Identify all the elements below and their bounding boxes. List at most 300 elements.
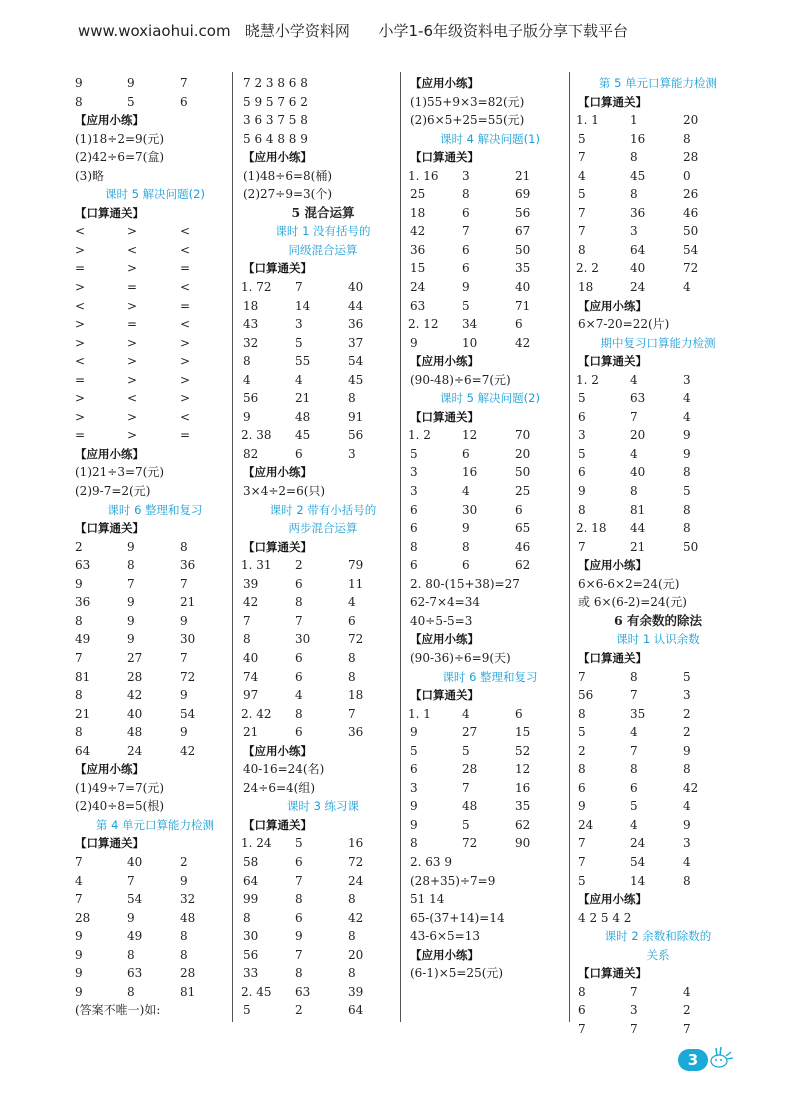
answer-cell: 4	[683, 854, 691, 869]
answer-cell: 0	[683, 168, 691, 183]
answer-cell: 3	[410, 484, 418, 499]
answer-cell: 6	[348, 613, 356, 628]
answer-cell: 74	[243, 669, 259, 684]
answer-row	[75, 259, 235, 278]
answer-row	[75, 612, 235, 631]
answer-line: 7 2 3 8 6 8	[243, 76, 308, 90]
answer-line: 5 6 4 8 8 9	[243, 131, 308, 146]
answer-cell: 81	[75, 669, 91, 684]
answer-cell: 15	[515, 725, 531, 740]
answer-row	[578, 1001, 738, 1020]
answer-row	[578, 983, 738, 1002]
answer-cell: 36	[180, 558, 196, 573]
answer-cell: 2	[180, 854, 188, 869]
answer-line: (90-48)÷6=7(元)	[410, 372, 511, 387]
answer-cell: 32	[180, 892, 196, 907]
answer-cell: 5	[410, 743, 418, 758]
answer-line: (3)略	[75, 168, 104, 183]
section-heading: 【应用小练】	[410, 632, 479, 647]
answer-line: (答案不唯一)如:	[75, 1003, 161, 1018]
answer-cell: 9	[127, 910, 135, 925]
answer-cell: <	[180, 317, 191, 332]
answer-line: (90-36)÷6=9(天)	[410, 650, 511, 665]
answer-cell: 20	[630, 428, 646, 443]
answer-row	[75, 334, 235, 353]
answer-cell: 8	[410, 539, 418, 554]
answer-cell: 8	[578, 984, 586, 999]
answer-cell: 63	[295, 984, 311, 999]
answer-cell: 40	[127, 706, 143, 721]
answer-cell: 63	[127, 966, 143, 981]
answer-cell: 69	[515, 187, 531, 202]
answer-cell: 7	[578, 539, 586, 554]
answer-row	[243, 315, 403, 334]
answer-row	[578, 148, 738, 167]
answer-row	[75, 371, 235, 390]
answer-row	[410, 463, 570, 482]
answer-cell: 35	[630, 706, 646, 721]
answer-row	[243, 556, 403, 575]
answer-row	[243, 909, 403, 928]
section-heading: 【口算通关】	[410, 409, 479, 424]
answer-row	[578, 222, 738, 241]
answer-cell: 7	[630, 743, 638, 758]
answer-cell: 56	[243, 947, 259, 962]
chapter-title: 5 混合运算	[291, 204, 355, 220]
answer-cell: 8	[683, 762, 691, 777]
answer-cell: 72	[348, 854, 364, 869]
lesson-title: 课时 6 整理和复习	[107, 502, 203, 517]
answer-cell: 3	[410, 465, 418, 480]
answer-cell: 4	[462, 706, 470, 721]
section-heading: 【应用小练】	[75, 762, 144, 777]
answer-cell: 42	[410, 224, 426, 239]
answer-cell: 8	[462, 539, 470, 554]
lesson-title: 期中复习口算能力检测	[600, 335, 716, 350]
answer-cell: 4	[243, 372, 251, 387]
answer-cell: 6	[578, 465, 586, 480]
answer-row	[243, 445, 403, 464]
answer-row	[75, 890, 235, 909]
answer-cell: 7	[578, 1021, 586, 1036]
answer-row	[578, 111, 738, 130]
answer-cell: 8	[683, 873, 691, 888]
answer-line: 3×4÷2=6(只)	[243, 484, 326, 499]
answer-row	[243, 686, 403, 705]
answer-cell: 8	[578, 502, 586, 517]
answer-cell: 45	[630, 168, 646, 183]
answer-cell: 9	[75, 966, 83, 981]
answer-cell: 16	[630, 131, 646, 146]
answer-cell: 8	[683, 521, 691, 536]
answer-cell: 9	[75, 947, 83, 962]
answer-cell: 8	[243, 632, 251, 647]
answer-cell: 64	[243, 873, 259, 888]
section-heading: 【口算通关】	[410, 150, 479, 165]
answer-row	[243, 593, 403, 612]
answer-cell: 6	[578, 1003, 586, 1018]
answer-cell: 48	[295, 409, 311, 424]
lesson-title: 第 5 单元口算能力检测	[598, 76, 718, 90]
answer-row	[578, 445, 738, 464]
answer-row	[410, 797, 570, 816]
answer-cell: 9	[127, 632, 135, 647]
answer-row	[243, 872, 403, 891]
answer-cell: 7	[243, 613, 251, 628]
answer-cell: 56	[515, 205, 531, 220]
answer-cell: 6	[515, 317, 523, 332]
section-heading: 【应用小练】	[243, 743, 312, 758]
answer-row	[243, 408, 403, 427]
answer-row	[75, 93, 235, 112]
answer-cell: 36	[630, 205, 646, 220]
answer-cell: 8	[683, 131, 691, 146]
answer-cell: 42	[683, 780, 699, 795]
answer-cell: 8	[348, 892, 356, 907]
answer-cell: 4	[630, 725, 638, 740]
answer-cell: 9	[462, 521, 470, 536]
answer-row	[410, 222, 570, 241]
answer-row	[410, 742, 570, 761]
answer-cell: 6	[462, 261, 470, 276]
answer-row	[578, 538, 738, 557]
answer-row	[75, 408, 235, 427]
answer-cell: 54	[180, 706, 196, 721]
answer-row	[243, 630, 403, 649]
answer-cell: 81	[180, 984, 196, 999]
answer-cell: 8	[683, 502, 691, 517]
answer-cell: 9	[295, 929, 303, 944]
answer-line: 43-6×5=13	[410, 929, 480, 944]
answer-cell: 49	[75, 632, 91, 647]
answer-row	[410, 259, 570, 278]
answer-cell: 70	[515, 428, 531, 443]
answer-row	[243, 426, 403, 445]
answer-row	[578, 816, 738, 835]
answer-cell: 62	[515, 558, 531, 573]
answer-cell: 8	[462, 187, 470, 202]
answer-cell: 5	[578, 446, 586, 461]
answer-cell: 4	[578, 168, 586, 183]
answer-row	[243, 668, 403, 687]
answer-cell: 40	[515, 280, 531, 295]
answer-row	[75, 389, 235, 408]
answer-cell: 5	[462, 817, 470, 832]
answer-cell: 79	[348, 558, 364, 573]
answer-cell: <	[180, 409, 191, 424]
answer-cell: >	[180, 372, 191, 387]
section-heading: 【应用小练】	[578, 892, 647, 907]
answer-cell: 4	[348, 595, 356, 610]
answer-row	[578, 779, 738, 798]
answer-row	[578, 185, 738, 204]
answer-row	[75, 297, 235, 316]
answer-row	[578, 389, 738, 408]
answer-row	[75, 946, 235, 965]
answer-row	[75, 742, 235, 761]
answer-cell: 25	[410, 187, 426, 202]
answer-cell: 7	[578, 854, 586, 869]
answer-cell: 6	[180, 94, 188, 109]
answer-cell: 14	[630, 873, 646, 888]
answer-cell: 24	[630, 280, 646, 295]
answer-row	[75, 705, 235, 724]
lesson-title: 课时 6 整理和复习	[442, 669, 538, 684]
answer-row	[410, 834, 570, 853]
answer-line: (2)27÷9=3(个)	[243, 187, 333, 202]
answer-row	[75, 872, 235, 891]
answer-row	[410, 779, 570, 798]
answer-row	[243, 890, 403, 909]
answer-cell: =	[75, 428, 86, 443]
answer-row	[243, 834, 403, 853]
lesson-title: 两步混合运算	[288, 521, 358, 536]
answer-cell: 9	[578, 799, 586, 814]
answer-cell: 6	[462, 205, 470, 220]
lesson-title: 课时 5 解决问题(2)	[440, 391, 540, 406]
answer-cell: 36	[75, 595, 91, 610]
answer-cell: 6	[515, 706, 523, 721]
answer-cell: 9	[180, 613, 188, 628]
answer-cell: >	[75, 317, 86, 332]
answer-cell: 8	[295, 892, 303, 907]
answer-cell: 5	[295, 836, 303, 851]
answer-cell: 3	[462, 168, 470, 183]
answer-cell: 4	[630, 372, 638, 387]
answer-row	[578, 519, 738, 538]
answer-row	[578, 668, 738, 687]
section-heading: 【应用小练】	[75, 446, 144, 461]
answer-cell: 5	[683, 669, 691, 684]
answer-cell: 8	[295, 595, 303, 610]
answer-row	[75, 315, 235, 334]
answer-cell: 7	[295, 947, 303, 962]
answer-column-2	[243, 74, 403, 1020]
answer-line: (2)42÷6=7(盒)	[75, 150, 165, 165]
lesson-title: 课时 1 没有括号的	[275, 224, 371, 239]
answer-cell: 28	[180, 966, 196, 981]
answer-cell: 7	[348, 706, 356, 721]
section-heading: 【应用小练】	[578, 558, 647, 573]
answer-cell: 16	[515, 780, 531, 795]
answer-cell: >	[75, 391, 86, 406]
answer-cell: 40	[630, 261, 646, 276]
answer-cell: 5	[295, 335, 303, 350]
answer-row	[75, 964, 235, 983]
answer-cell: 42	[127, 688, 143, 703]
answer-cell: 7	[127, 576, 135, 591]
answer-cell: 40	[243, 650, 259, 665]
lesson-title: 同级混合运算	[288, 242, 358, 257]
answer-cell: 14	[295, 298, 311, 313]
answer-cell: 8	[75, 613, 83, 628]
chapter-title: 6 有余数的除法	[613, 612, 703, 628]
answer-cell: 44	[348, 298, 364, 313]
answer-cell: 9	[683, 743, 691, 758]
column-divider	[232, 72, 233, 1022]
answer-cell: 9	[75, 576, 83, 591]
section-heading: 【应用小练】	[410, 76, 479, 90]
answer-cell: 30	[462, 502, 478, 517]
answer-cell: 15	[410, 261, 426, 276]
answer-cell: 6	[630, 780, 638, 795]
answer-row	[578, 742, 738, 761]
section-heading: 【口算通关】	[410, 688, 479, 703]
answer-cell: 5	[578, 391, 586, 406]
answer-cell: 36	[410, 242, 426, 257]
answer-cell: 1	[630, 113, 638, 128]
lesson-title: 课时 4 解决问题(1)	[440, 131, 540, 146]
answer-cell: 21	[630, 539, 646, 554]
answer-cell: 8	[410, 836, 418, 851]
answer-cell: 5	[578, 131, 586, 146]
answer-line: 2. 63 9	[410, 854, 452, 869]
answer-cell: 9	[180, 873, 188, 888]
answer-cell: =	[127, 280, 138, 295]
answer-cell: 24	[348, 873, 364, 888]
answer-cell: 25	[515, 484, 531, 499]
answer-row	[75, 686, 235, 705]
answer-line: 2. 80-(15+38)=27	[410, 576, 520, 591]
lesson-title: 课时 2 带有小括号的	[269, 502, 377, 517]
answer-cell: 56	[348, 428, 364, 443]
answer-cell: 9	[462, 280, 470, 295]
answer-cell: 8	[75, 725, 83, 740]
answer-row	[75, 649, 235, 668]
answer-cell: 21	[243, 725, 259, 740]
answer-cell: 1. 2	[576, 372, 599, 387]
answer-line: (1)55+9×3=82(元)	[410, 94, 525, 109]
answer-cell: 8	[180, 947, 188, 962]
answer-cell: 71	[515, 298, 531, 313]
answer-cell: 6	[295, 446, 303, 461]
answer-cell: 62	[515, 817, 531, 832]
answer-line: 24÷6=4(组)	[243, 780, 316, 795]
answer-row	[578, 426, 738, 445]
answer-row	[410, 816, 570, 835]
answer-line: (1)18÷2=9(元)	[75, 131, 165, 146]
answer-line: 51 14	[410, 892, 445, 907]
answer-cell: 27	[462, 725, 478, 740]
answer-row	[75, 630, 235, 649]
answer-line: (2)9-7=2(元)	[75, 484, 151, 499]
answer-row	[578, 834, 738, 853]
answer-cell: >	[127, 335, 138, 350]
section-heading: 【口算通关】	[578, 94, 647, 109]
answer-cell: 6	[515, 502, 523, 517]
answer-cell: 33	[243, 966, 259, 981]
answer-cell: 9	[683, 817, 691, 832]
answer-cell: 20	[348, 947, 364, 962]
answer-cell: 8	[180, 929, 188, 944]
answer-cell: 8	[630, 187, 638, 202]
answer-row	[243, 612, 403, 631]
answer-cell: =	[180, 261, 191, 276]
section-heading: 【应用小练】	[75, 113, 144, 128]
answer-row	[410, 482, 570, 501]
answer-cell: 18	[578, 280, 594, 295]
answer-cell: 2. 38	[241, 428, 272, 443]
answer-row	[578, 408, 738, 427]
answer-cell: 3	[630, 1003, 638, 1018]
answer-cell: 54	[683, 242, 699, 257]
answer-cell: 8	[683, 465, 691, 480]
answer-cell: 2. 45	[241, 984, 272, 999]
section-heading: 【口算通关】	[243, 817, 312, 832]
answer-cell: 27	[127, 650, 143, 665]
answer-cell: 9	[127, 613, 135, 628]
answer-cell: <	[127, 242, 138, 257]
answer-cell: 8	[348, 669, 356, 684]
answer-row	[578, 463, 738, 482]
answer-cell: 50	[515, 465, 531, 480]
answer-cell: 99	[243, 892, 259, 907]
answer-row	[243, 278, 403, 297]
answer-cell: >	[75, 335, 86, 350]
answer-cell: 64	[75, 743, 91, 758]
answer-cell: 6	[410, 521, 418, 536]
answer-row	[578, 371, 738, 390]
answer-cell: 7	[127, 873, 135, 888]
answer-cell: 4	[295, 372, 303, 387]
bunny-mascot-icon	[708, 1044, 734, 1068]
answer-cell: 4	[683, 391, 691, 406]
answer-cell: <	[75, 354, 86, 369]
lesson-title: 课时 2 余数和除数的	[604, 929, 712, 944]
answer-cell: 6	[410, 762, 418, 777]
answer-cell: 42	[243, 595, 259, 610]
column-divider	[569, 72, 570, 1022]
answer-cell: >	[127, 261, 138, 276]
answer-row	[243, 853, 403, 872]
answer-line: 40-16=24(名)	[243, 762, 325, 777]
answer-cell: 8	[75, 688, 83, 703]
answer-line: (2)40÷8=5(根)	[75, 799, 165, 814]
answer-cell: 50	[515, 242, 531, 257]
answer-cell: 6	[295, 854, 303, 869]
answer-row	[243, 927, 403, 946]
answer-cell: 1. 1	[408, 706, 431, 721]
answer-row	[75, 278, 235, 297]
section-heading: 【口算通关】	[75, 836, 144, 851]
answer-line: 65-(37+14)=14	[410, 910, 505, 925]
answer-row	[243, 371, 403, 390]
section-heading: 【应用小练】	[243, 465, 312, 480]
answer-cell: 8	[127, 984, 135, 999]
answer-cell: 35	[515, 799, 531, 814]
answer-cell: 48	[462, 799, 478, 814]
answer-line: 40÷5-5=3	[410, 613, 473, 628]
answer-line: 4 2 5 4 2	[578, 910, 632, 925]
answer-cell: 30	[295, 632, 311, 647]
answer-cell: 8	[127, 558, 135, 573]
answer-cell: 1. 16	[408, 168, 439, 183]
answer-row	[578, 723, 738, 742]
answer-cell: 37	[348, 335, 364, 350]
answer-row	[578, 241, 738, 260]
answer-line: 62-7×4=34	[410, 595, 480, 610]
answer-row	[578, 797, 738, 816]
lesson-title: 关系	[646, 947, 670, 962]
answer-cell: 8	[243, 910, 251, 925]
answer-cell: 43	[243, 317, 259, 332]
answer-cell: >	[127, 224, 138, 239]
answer-row	[578, 167, 738, 186]
answer-row	[410, 556, 570, 575]
answer-cell: 36	[348, 317, 364, 332]
answer-cell: 45	[295, 428, 311, 443]
answer-cell: 9	[683, 446, 691, 461]
